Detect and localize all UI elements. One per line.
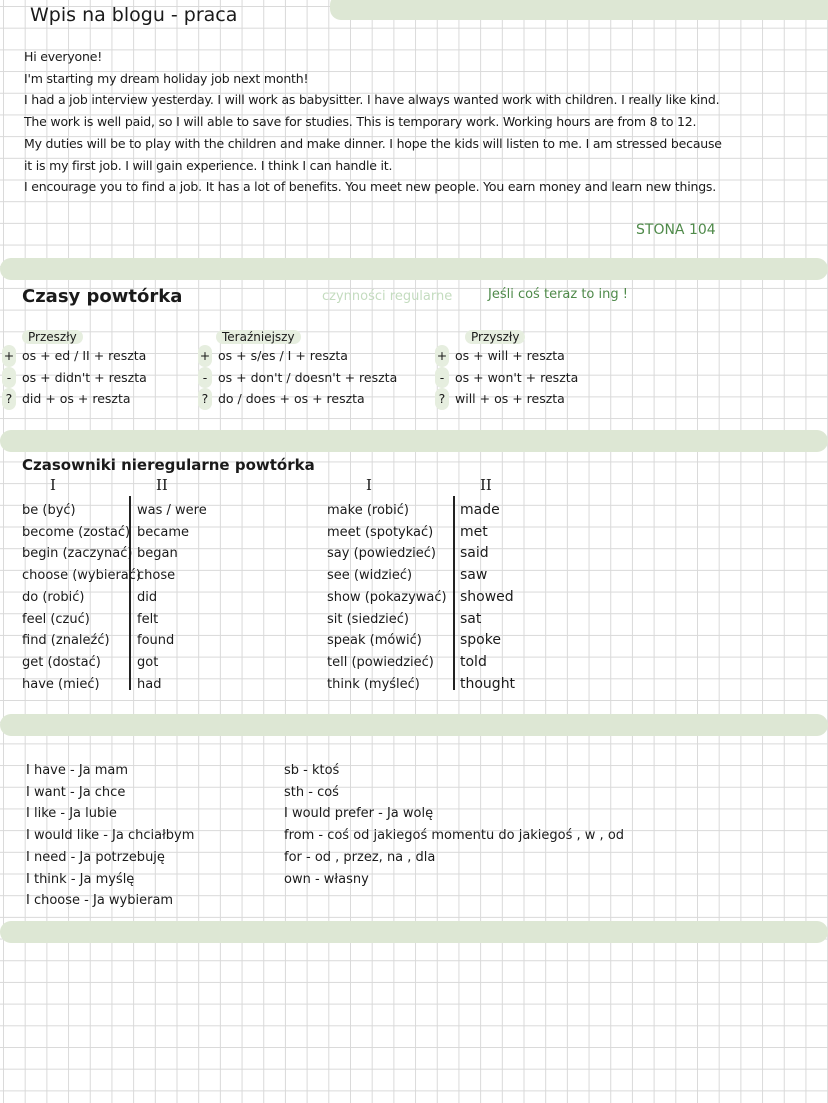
- verb-cell: be (być): [22, 503, 76, 518]
- phrase-item: from - coś od jakiegoś momentu do jakiegoś , w , od: [284, 828, 625, 844]
- phrase-item: I choose - Ja wybieram: [26, 893, 174, 909]
- verb-cell: had: [137, 676, 162, 692]
- verb-cell: began: [137, 546, 178, 562]
- section-divider: [0, 921, 828, 943]
- verb-cell: meet (spotykać): [327, 524, 434, 540]
- verb-cell: speak (mówić): [327, 633, 422, 649]
- formula: will + os + reszta: [455, 391, 565, 407]
- header-band: [330, 0, 828, 20]
- verb-cell: become (zostać): [22, 524, 131, 540]
- tenses-title: Czasy powtórka: [22, 286, 183, 307]
- sign: -: [198, 367, 212, 389]
- phrases-left: [26, 760, 194, 912]
- verb-cell: feel (czuć): [22, 611, 90, 627]
- phrase-item: I have - Ja mam: [26, 763, 129, 778]
- verb-cell: thought: [460, 675, 516, 692]
- phrases-right: [284, 760, 624, 890]
- formula: os + will + reszta: [455, 348, 565, 363]
- blog-line: My duties will be to play with the children and make dinner. I hope the kids will listen to me. I am stressed because: [24, 135, 722, 151]
- verb-cell: choose (wybierać): [22, 568, 141, 584]
- sign: ?: [198, 388, 212, 410]
- section-divider: [0, 430, 828, 452]
- section-divider: [0, 714, 828, 736]
- phrase-item: I need - Ja potrzebuję: [26, 849, 165, 865]
- tense-name: Przeszły: [22, 330, 83, 344]
- verb-cell: got: [137, 654, 159, 670]
- formula: do / does + os + reszta: [218, 391, 365, 407]
- verb-cell: felt: [137, 611, 159, 627]
- verb-cell: spoke: [460, 632, 501, 649]
- tense-name: Teraźniejszy: [216, 330, 301, 344]
- tenses-note-faint: czynności regularne: [322, 289, 453, 304]
- phrase-item: sth - coś: [284, 784, 339, 800]
- blog-line: Hi everyone!: [24, 49, 103, 64]
- sign: +: [435, 345, 449, 367]
- verbs-right-base: [327, 500, 447, 695]
- tense-past: [2, 326, 147, 410]
- col-header-II: II: [480, 476, 492, 494]
- phrase-item: I like - Ja lubie: [26, 806, 117, 822]
- tense-present: [198, 326, 397, 410]
- verbs-left-past: [137, 500, 207, 695]
- blog-line: The work is well paid, so I will able to save for studies. This is temporary work. Working hours are from 8 to 12.: [24, 114, 697, 130]
- verb-cell: say (powiedzieć): [327, 546, 436, 562]
- blog-line: I encourage you to find a job. It has a lot of benefits. You meet new people. You earn money and learn new things.: [24, 179, 717, 195]
- verb-cell: found: [137, 633, 175, 649]
- formula: did + os + reszta: [22, 391, 131, 407]
- verb-cell: showed: [460, 588, 514, 605]
- blog-title: Wpis na blogu - praca: [30, 4, 238, 26]
- blog-text: [24, 46, 722, 198]
- verb-cell: met: [460, 523, 488, 540]
- verb-cell: said: [460, 545, 489, 562]
- phrase-item: sb - ktoś: [284, 763, 340, 778]
- col-header-I: I: [366, 476, 372, 494]
- phrase-item: own - własny: [284, 871, 369, 887]
- verb-cell: became: [137, 524, 190, 540]
- verb-cell: sit (siedzieć): [327, 611, 409, 627]
- formula: os + won't + reszta: [455, 369, 579, 385]
- verb-cell: tell (powiedzieć): [327, 654, 434, 670]
- verb-cell: did: [137, 589, 158, 605]
- verb-cell: sat: [460, 610, 482, 627]
- phrase-item: for - od , przez, na , dla: [284, 849, 436, 865]
- verb-cell: think (myśleć): [327, 676, 420, 692]
- verb-cell: show (pokazywać): [327, 589, 447, 605]
- verb-cell: saw: [460, 567, 488, 584]
- phrase-item: I think - Ja myślę: [26, 871, 135, 887]
- table-divider: [453, 496, 455, 690]
- col-header-I: I: [50, 476, 56, 494]
- sign: -: [2, 367, 16, 389]
- verbs-right-past: [460, 500, 515, 695]
- sign: +: [2, 345, 16, 367]
- formula: os + ed / II + reszta: [22, 348, 147, 363]
- formula: os + didn't + reszta: [22, 369, 147, 385]
- verb-cell: do (robić): [22, 589, 85, 605]
- phrase-item: I would prefer - Ja wolę: [284, 806, 434, 822]
- tense-name: Przyszły: [465, 330, 525, 344]
- verb-cell: told: [460, 653, 487, 670]
- blog-line: it is my first job. I will gain experience. I think I can handle it.: [24, 157, 393, 173]
- tenses-note: Jeśli coś teraz to ing !: [488, 287, 628, 302]
- verb-cell: chose: [137, 568, 176, 584]
- sign: ?: [2, 388, 16, 410]
- verb-cell: have (mieć): [22, 676, 100, 692]
- page-reference: STONA 104: [636, 222, 716, 238]
- verb-cell: was / were: [137, 503, 207, 518]
- verb-cell: begin (zaczynać): [22, 546, 133, 562]
- col-header-II: II: [156, 476, 168, 494]
- sign: +: [198, 345, 212, 367]
- irregular-title: Czasowniki nieregularne powtórka: [22, 456, 315, 474]
- verbs-left-base: [22, 500, 141, 695]
- tense-future: [435, 326, 578, 410]
- section-divider: [0, 258, 828, 280]
- verb-cell: see (widzieć): [327, 568, 413, 584]
- verb-cell: make (robić): [327, 503, 409, 518]
- verb-cell: get (dostać): [22, 654, 101, 670]
- blog-line: I had a job interview yesterday. I will work as babysitter. I have always wanted work with children. I really like kind.: [24, 92, 720, 108]
- verb-cell: find (znaleźć): [22, 633, 110, 649]
- sign: ?: [435, 388, 449, 410]
- phrase-item: I want - Ja chce: [26, 784, 126, 800]
- blog-line: I'm starting my dream holiday job next month!: [24, 70, 309, 86]
- verb-cell: made: [460, 502, 500, 518]
- formula: os + s/es / I + reszta: [218, 348, 348, 363]
- formula: os + don't / doesn't + reszta: [218, 369, 398, 385]
- phrase-item: I would like - Ja chciałbym: [26, 828, 195, 844]
- sign: -: [435, 367, 449, 389]
